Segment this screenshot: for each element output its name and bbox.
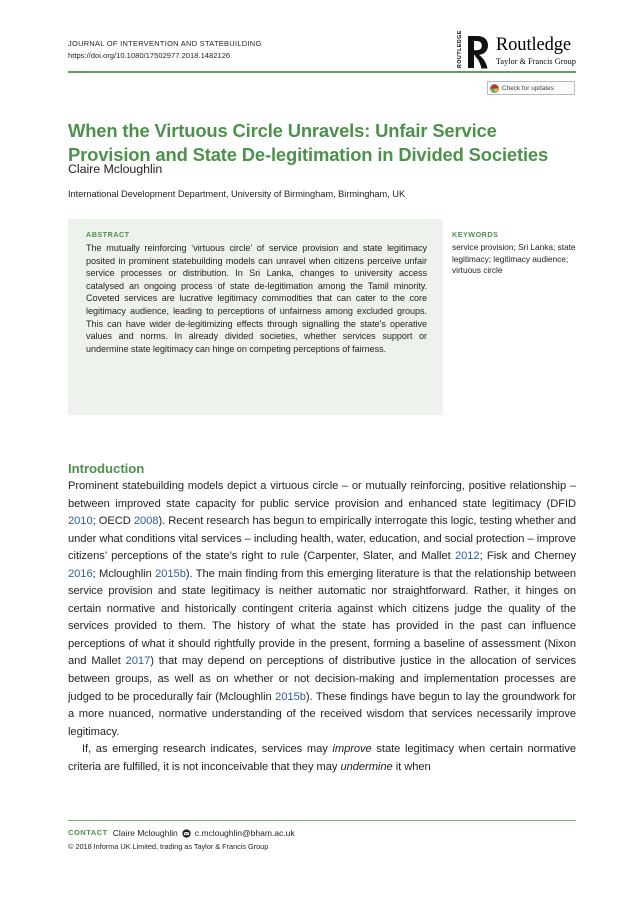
citation-carpenter-2012[interactable]: 2012 xyxy=(454,550,480,563)
para1-seg5: ; Mcloughlin xyxy=(92,567,156,580)
contact-email-link[interactable]: c.mcloughlin@bham.ac.uk xyxy=(194,828,295,838)
author-affiliation: International Development Department, University of Birmingham, Birmingham, UK xyxy=(68,189,406,199)
para1-seg6: ). The main finding from this emerging literature is that the relationship between service provision and state legitimacy is neither automatic nor straightforward. Rather, it hinges on certain normative and historically contingent criteria against which citizens judge the quality of the services provided to them. The history of what the state has provided in the past can influence perceptions of what it should rightfully provide in the present, forming a baseline of assessment (Nixon and Mallet xyxy=(68,567,576,668)
para1-seg7: ) that may depend on perceptions of distributive justice in the allocation of services between groups, as well as on whether or not decision-making and implementation processes are judged to be procedurally fair (Mcloughlin xyxy=(68,655,577,703)
paragraph-2 xyxy=(68,741,576,776)
journal-name: JOURNAL OF INTERVENTION AND STATEBUILDING xyxy=(68,39,262,48)
abstract-heading: ABSTRACT xyxy=(86,230,130,239)
citation-fisk-cherney-2016[interactable]: 2016 xyxy=(68,567,93,580)
routledge-logo xyxy=(456,30,576,74)
citation-nixon-mallet-2017[interactable]: 2017 xyxy=(125,655,151,668)
page-header xyxy=(68,30,576,74)
section-heading-introduction: Introduction xyxy=(68,460,145,476)
routledge-r-icon xyxy=(465,34,491,70)
footer-divider-rule xyxy=(68,820,576,821)
citation-mcloughlin-2015b-first[interactable]: 2015b xyxy=(155,567,186,580)
check-for-updates-label: Check for updates xyxy=(502,84,554,92)
para1-seg4: ; Fisk and Cherney xyxy=(479,550,576,563)
keywords-panel xyxy=(452,230,576,277)
para2-seg2: state legitimacy when certain normative criteria are fulfilled, it is not inconceivable that they may xyxy=(68,743,576,773)
keywords-heading: KEYWORDS xyxy=(452,230,499,239)
contact-line xyxy=(68,827,576,839)
contact-name: Claire Mcloughlin xyxy=(112,828,178,838)
page-footer xyxy=(68,827,576,851)
para2-seg3: it when xyxy=(392,760,431,773)
para2-seg1: If, as emerging research indicates, services may xyxy=(82,743,333,756)
contact-label: CONTACT xyxy=(68,828,108,837)
citation-oecd-2008[interactable]: 2008 xyxy=(133,515,159,528)
para2-emphasis-improve: improve xyxy=(332,743,372,756)
article-doi-link[interactable]: https://doi.org/10.1080/17502977.2018.1482126 xyxy=(68,51,231,60)
para1-seg3: ). Recent research has begun to empirically interrogate this logic, testing whether and under what conditions vital services – including health, water, education, and social protection – improve citizens’ perceptions of the state’s right to rule (Carpenter, Slater, and Mallet xyxy=(68,515,576,563)
para1-seg8: ). These findings have begun to lay the groundwork for a more nuanced, normative understanding of the received wisdom that services necessarily improve legitimacy. xyxy=(68,690,576,738)
crossmark-icon xyxy=(490,84,499,93)
routledge-name: Routledge xyxy=(495,35,572,55)
para1-seg1: Prominent statebuilding models depict a virtuous circle – or mutually reinforcing, positive relationship – between improved state capacity for public service provision and enhanced state legitimacy (DFID xyxy=(68,480,576,510)
abstract-text: The mutually reinforcing ‘virtuous circle’ of service provision and state legitimacy posited in prominent statebuilding models can unravel when citizens perceive unfair service processes or distribution. In Sri Lanka, changes to university access catalysed an ongoing process of state de-legitimation among the Tamil minority. Coveted services are lucrative legitimacy commodities that can cater to the core legitimacy audience, leading to perceptions of unfairness among excluded groups. This can have wider de-legitimizing effects through signalling the state’s operative values and norms. In already divided societies, whether services support or undermine state legitimacy can hinge on competing perceptions of fairness. xyxy=(86,243,427,354)
routledge-wordmark xyxy=(496,34,576,67)
header-divider-rule xyxy=(68,71,576,73)
journal-identification xyxy=(68,38,262,62)
page-title: When the Virtuous Circle Unravels: Unfair Service Provision and State De-legitimation in Divided Societies xyxy=(68,120,549,165)
citation-dfid-2010[interactable]: 2010 xyxy=(68,515,93,528)
author-name: Claire Mcloughlin xyxy=(68,162,163,176)
para1-seg2: ; OECD xyxy=(92,515,134,528)
paragraph-1 xyxy=(68,478,576,741)
routledge-tagline: Taylor & Francis Group xyxy=(495,57,576,66)
citation-mcloughlin-2015b-second[interactable]: 2015b xyxy=(275,690,306,703)
copyright-notice: © 2018 Informa UK Limited, trading as Taylor & Francis Group xyxy=(68,841,269,851)
routledge-vertical-wordmark: ROUTLEDGE xyxy=(456,30,463,68)
keywords-text: service provision; Sri Lanka; state legitimacy; legitimacy audience; virtuous circle xyxy=(452,242,576,276)
introduction-body xyxy=(68,478,576,776)
para2-emphasis-undermine: undermine xyxy=(340,760,393,773)
envelope-icon xyxy=(182,829,191,838)
abstract-panel xyxy=(68,219,443,415)
check-for-updates-badge[interactable] xyxy=(487,81,575,95)
